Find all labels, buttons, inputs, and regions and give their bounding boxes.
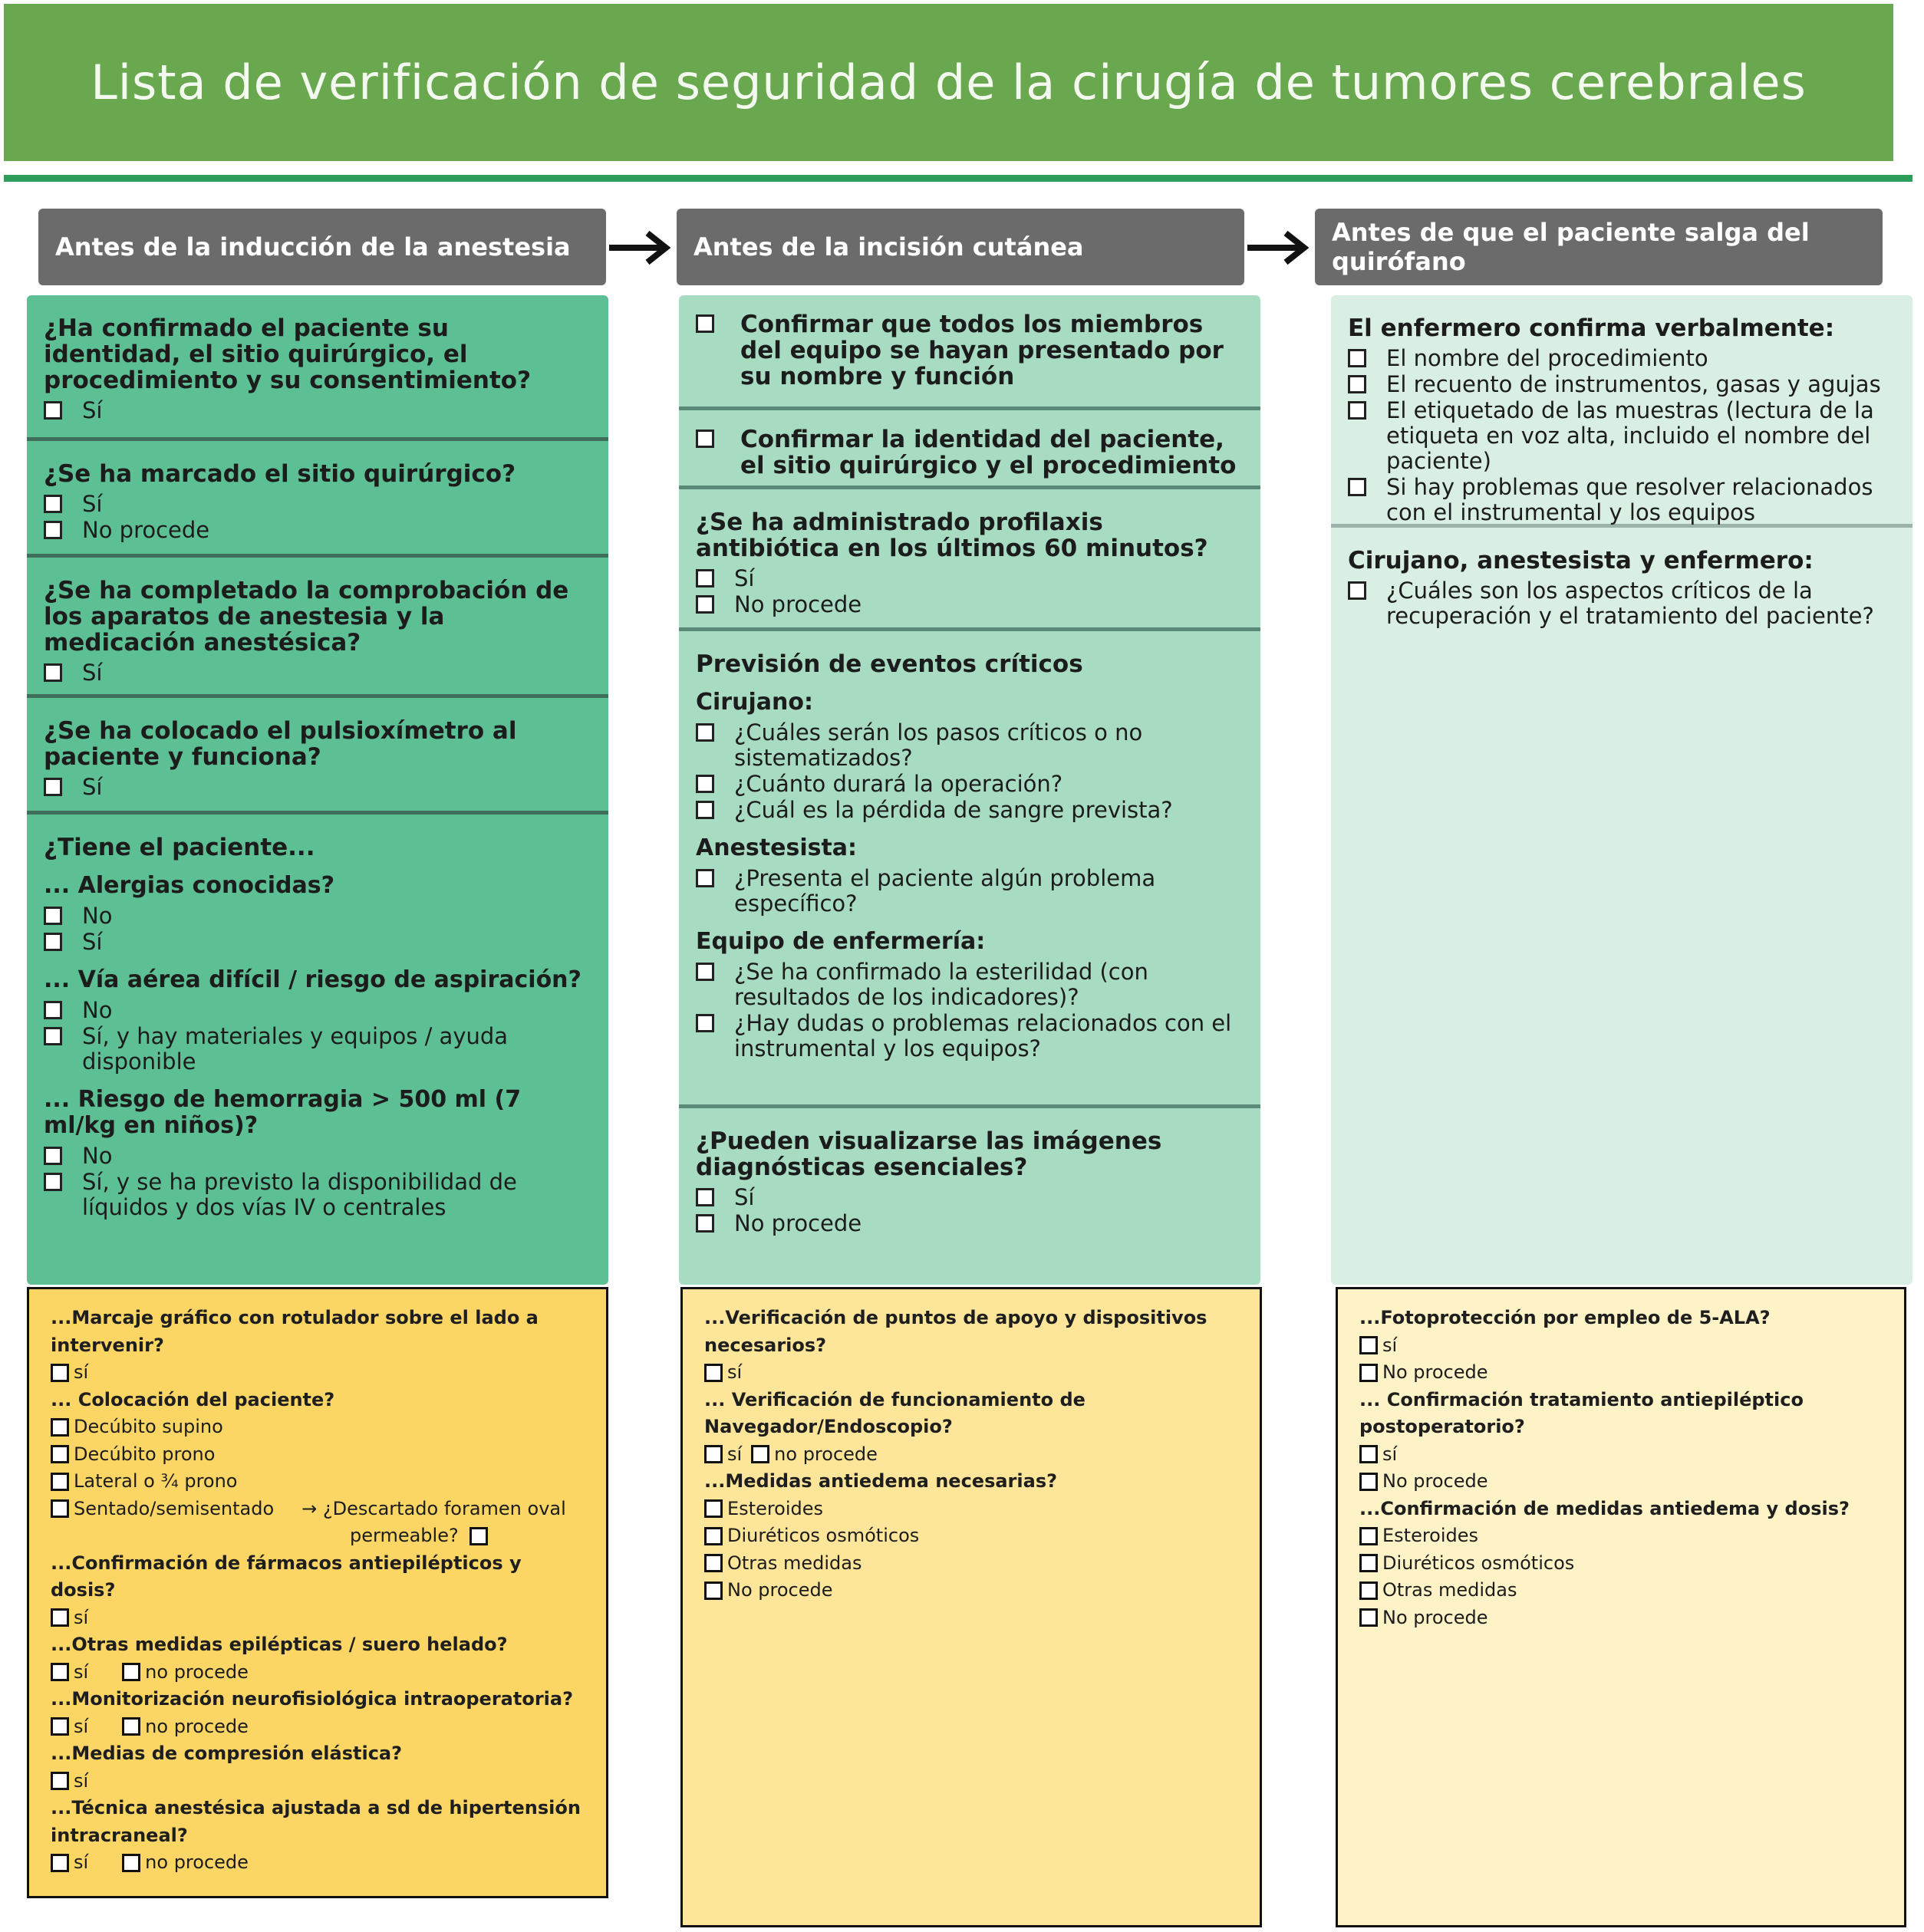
checkbox[interactable] [44,401,62,420]
sub-question: ... Riesgo de hemorragia > 500 ml (7 ml/kg en niños)? [44,1086,522,1139]
option[interactable]: Decúbito supino [51,1414,585,1441]
item-label: ...Confirmación de medidas antiedema y dosis? [1359,1497,1850,1519]
checkbox[interactable] [51,1499,69,1518]
item-label: ...Técnica anestésica ajustada a sd de hipertensión intracraneal? [51,1797,581,1846]
option[interactable]: No [44,903,591,929]
item-label: ... Confirmación tratamiento antiepiléptico postoperatorio? [1359,1388,1804,1437]
section-identity [27,295,608,441]
checklist-column-incision [679,295,1260,1285]
checkbox[interactable] [696,963,714,981]
item-label: ...Monitorización neurofisiológica intraoperatoria? [51,1688,573,1710]
checkbox[interactable] [704,1554,723,1572]
option[interactable]: El etiquetado de las muestras (lectura de la etiqueta en voz alta, incluido el nombre del paciente) [1348,398,1896,474]
option[interactable]: sí [51,1359,585,1387]
section-antibiotic [679,489,1260,631]
checkbox[interactable] [44,933,62,951]
option[interactable]: No procede [1359,1605,1883,1632]
option[interactable]: ¿Cuánto durará la operación? [696,772,1244,797]
section-patient-risks [27,815,608,1233]
question: El enfermero confirma verbalmente: [1348,314,1835,342]
option[interactable]: No procede [696,1211,1244,1236]
question: ¿Ha confirmado el paciente su identidad, el sitio quirúrgico, el procedimiento y su consentimiento? [44,314,532,394]
option[interactable]: Sí [696,566,1244,591]
checkbox[interactable] [51,1717,69,1736]
section-team-review [1331,528,1912,642]
option[interactable]: sí [51,1768,585,1795]
checkbox[interactable] [51,1364,69,1382]
option[interactable]: Sí [44,660,591,686]
option[interactable]: Esteroides [1359,1522,1883,1550]
option[interactable]: sí [51,1605,585,1632]
checkbox[interactable] [751,1445,769,1463]
section-anesthesia-check [27,558,608,698]
item-label: ...Confirmación de fármacos antiepilépticos y dosis? [51,1552,522,1601]
checkbox[interactable] [44,1001,62,1019]
option[interactable]: No procede [1359,1359,1883,1387]
option[interactable]: ¿Cuáles serán los pasos críticos o no sistematizados? [696,720,1244,771]
sub-question: Anestesista: [696,834,858,861]
checkbox[interactable] [1359,1608,1378,1627]
neuro-checklist-exit [1336,1287,1906,1927]
option[interactable]: El nombre del procedimiento [1348,346,1896,371]
checkbox[interactable] [1359,1364,1378,1382]
checkbox[interactable] [696,569,714,587]
option[interactable]: sí no procede [51,1849,585,1877]
checkbox[interactable] [51,1854,69,1872]
checkbox[interactable] [1359,1336,1378,1354]
option[interactable]: sí no procede [704,1441,1238,1469]
option[interactable]: Diuréticos osmóticos [1359,1550,1883,1578]
checkbox[interactable] [122,1663,140,1681]
option[interactable]: Sí [44,398,591,423]
option[interactable]: Sí, y hay materiales y equipos / ayuda disponible [44,1024,591,1075]
item-label: ...Otras medidas epilépticas / suero helado? [51,1634,508,1655]
checkbox[interactable] [1359,1554,1378,1572]
foramen-note: → ¿Descartado foramen oval [301,1497,566,1519]
option[interactable]: Esteroides [704,1496,1238,1523]
option[interactable]: permeable? [51,1522,585,1550]
checkbox[interactable] [696,1188,714,1206]
item-label: ...Medias de compresión elástica? [51,1743,403,1764]
item-label: ... Colocación del paciente? [51,1388,335,1410]
option[interactable]: sí no procede [51,1713,585,1741]
option[interactable]: Si hay problemas que resolver relacionados con el instrumental y los equipos [1348,475,1896,525]
checkbox[interactable] [696,595,714,614]
checkbox[interactable] [51,1663,69,1681]
checkbox[interactable] [1348,401,1366,420]
checkbox[interactable] [44,663,62,682]
option[interactable]: Diuréticos osmóticos [704,1522,1238,1550]
neuro-checklist-incision [680,1287,1262,1927]
title-banner [4,4,1893,161]
option[interactable]: No procede [44,518,591,543]
option[interactable]: Sí, y se ha previsto la disponibilidad de líquidos y dos vías IV o centrales [44,1170,591,1220]
option[interactable]: Sentado/semisentado → ¿Descartado foramen oval [51,1496,585,1523]
checkbox[interactable] [1348,349,1366,367]
checkbox[interactable] [51,1608,69,1627]
item-label: ...Marcaje gráfico con rotulador sobre el lado a intervenir? [51,1307,539,1356]
checkbox[interactable] [696,1014,714,1032]
section-pulse-oximeter [27,698,608,815]
question: ¿Tiene el paciente... [44,834,315,861]
checkbox[interactable] [44,1147,62,1165]
option[interactable]: Lateral o ¾ prono [51,1468,585,1496]
checkbox[interactable] [696,430,714,448]
item-label: ...Verificación de puntos de apoyo y dispositivos necesarios? [704,1307,1207,1356]
section-identity-confirm [679,410,1260,489]
phase-header-2: Antes de la incisión cutánea [677,209,1244,285]
checkbox[interactable] [51,1418,69,1437]
checkbox[interactable] [44,1173,62,1191]
checkbox[interactable] [696,723,714,742]
arrow-right-icon [1246,229,1313,267]
option[interactable]: Otras medidas [1359,1577,1883,1605]
phase-header-3: Antes de que el paciente salga del quirófano [1315,209,1883,285]
option[interactable]: Sí [696,1185,1244,1210]
checkbox[interactable] [1359,1527,1378,1545]
option[interactable]: sí [704,1359,1238,1387]
section-team-intro [679,295,1260,410]
sub-question: ... Alergias conocidas? [44,872,334,899]
section-nurse-confirms [1331,295,1912,528]
sub-question: ... Vía aérea difícil / riesgo de aspiración? [44,966,581,993]
checkbox[interactable] [122,1717,140,1736]
option[interactable]: No procede [1359,1468,1883,1496]
option[interactable]: No procede [704,1577,1238,1605]
option[interactable]: Decúbito prono [51,1441,585,1469]
question: ¿Pueden visualizarse las imágenes diagnósticas esenciales? [696,1127,1162,1181]
checkbox[interactable] [704,1581,723,1600]
question: ¿Se ha administrado profilaxis antibiótica en los últimos 60 minutos? [696,509,1208,562]
arrow-right-icon [608,229,675,267]
question: ¿Se ha completado la comprobación de los aparatos de anestesia y la medicación anestésica? [44,577,569,657]
option[interactable]: El recuento de instrumentos, gasas y agujas [1348,372,1896,397]
question: ¿Se ha colocado el pulsioxímetro al paciente y funciona? [44,717,517,771]
option[interactable]: Confirmar que todos los miembros del equipo se hayan presentado por su nombre y función [696,311,1244,390]
checkbox[interactable] [704,1445,723,1463]
option[interactable]: No [44,998,591,1023]
option[interactable]: sí [1359,1332,1883,1360]
checkbox[interactable] [44,907,62,925]
checkbox[interactable] [44,778,62,796]
question: ¿Se ha marcado el sitio quirúrgico? [44,460,516,488]
item-label: ... Verificación de funcionamiento de Navegador/Endoscopio? [704,1388,1086,1437]
page-title: Lista de verificación de seguridad de la cirugía de tumores cerebrales [91,54,1807,110]
option[interactable]: Confirmar la identidad del paciente, el sitio quirúrgico y el procedimiento [696,426,1244,479]
checkbox[interactable] [44,1027,62,1045]
option[interactable]: ¿Cuál es la pérdida de sangre prevista? [696,798,1244,823]
question: Previsión de eventos críticos [696,650,1083,678]
checkbox[interactable] [1348,375,1366,393]
checkbox[interactable] [51,1445,69,1463]
option[interactable]: Sí [44,492,591,517]
sub-question: Equipo de enfermería: [696,928,986,955]
checkbox[interactable] [44,521,62,539]
checkbox[interactable] [51,1772,69,1790]
option[interactable]: ¿Se ha confirmado la esterilidad (con resultados de los indicadores)? [696,959,1244,1010]
option[interactable]: ¿Presenta el paciente algún problema específico? [696,866,1244,917]
option[interactable]: ¿Hay dudas o problemas relacionados con el instrumental y los equipos? [696,1011,1244,1061]
item-label: ...Medidas antiedema necesarias? [704,1470,1058,1492]
checkbox[interactable] [704,1527,723,1545]
checklist-column-induction [27,295,608,1285]
option[interactable]: ¿Cuáles son los aspectos críticos de la recuperación y el tratamiento del paciente? [1348,578,1896,629]
checkbox[interactable] [696,1214,714,1233]
option[interactable]: Sí [44,930,591,955]
checkbox[interactable] [1348,478,1366,496]
checkbox[interactable] [704,1499,723,1518]
checkbox[interactable] [44,495,62,513]
option[interactable]: Sí [44,775,591,800]
checkbox[interactable] [122,1854,140,1872]
checklist-column-exit [1331,295,1912,1285]
neuro-checklist-induction [27,1287,608,1898]
checkbox[interactable] [696,869,714,887]
item-label: ...Fotoprotección por empleo de 5-ALA? [1359,1307,1771,1328]
phase-header-1: Antes de la inducción de la anestesia [38,209,606,285]
checkbox[interactable] [704,1364,723,1382]
option[interactable]: Otras medidas [704,1550,1238,1578]
checkbox[interactable] [696,775,714,793]
title-divider [4,175,1912,182]
checkbox[interactable] [1348,581,1366,600]
option[interactable]: sí [1359,1441,1883,1469]
option[interactable]: No [44,1144,591,1169]
checkbox[interactable] [1359,1581,1378,1600]
option[interactable]: No procede [696,592,1244,617]
question: Cirujano, anestesista y enfermero: [1348,547,1814,574]
section-critical-events [679,631,1260,1108]
checkbox[interactable] [1359,1473,1378,1491]
checkbox[interactable] [51,1473,69,1491]
checkbox[interactable] [696,801,714,819]
checkbox[interactable] [469,1527,488,1545]
section-site-marked [27,441,608,558]
checkbox[interactable] [696,314,714,333]
section-imaging [679,1108,1260,1249]
option[interactable]: sí no procede [51,1659,585,1687]
sub-question: Cirujano: [696,689,813,716]
checkbox[interactable] [1359,1445,1378,1463]
